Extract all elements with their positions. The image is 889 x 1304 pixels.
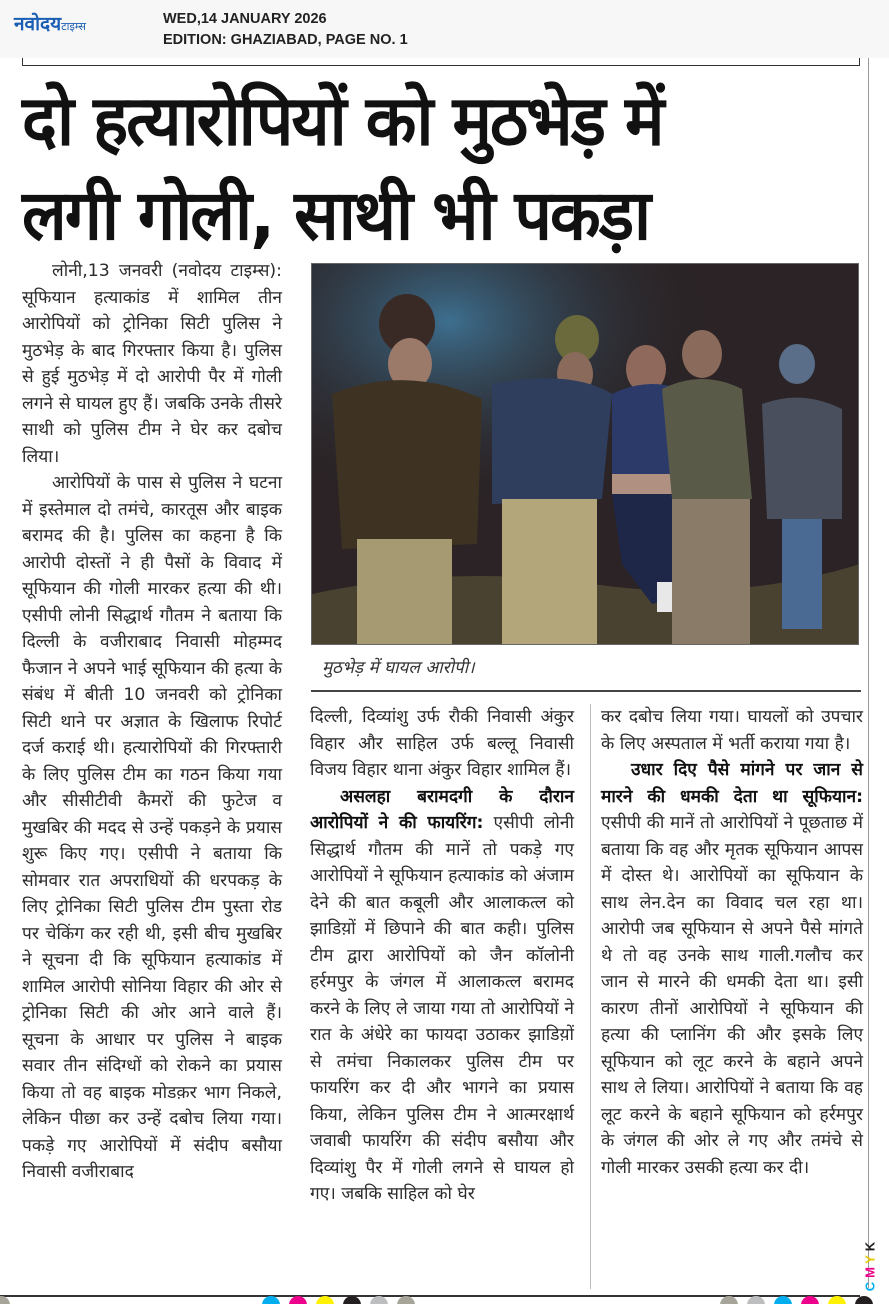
- registration-mark-magenta: [289, 1296, 307, 1304]
- cmyk-m: M: [862, 1267, 878, 1278]
- registration-mark-yellow: [828, 1296, 846, 1304]
- registration-mark-cyan: [774, 1296, 792, 1304]
- photo-caption: मुठभेड़ में घायल आरोपी।: [322, 658, 475, 678]
- registration-mark-black: [855, 1296, 873, 1304]
- article-subsection: [310, 784, 574, 1208]
- article-subsection: [601, 757, 863, 1181]
- cmyk-label: [863, 1235, 885, 1295]
- headline-line-1: दो हत्यारोपियों को मुठभेड़ में: [22, 80, 663, 162]
- registration-mark-gray: [720, 1296, 738, 1304]
- registration-mark-cyan: [262, 1296, 280, 1304]
- page-frame-top: [22, 58, 860, 66]
- registration-mark-magenta: [801, 1296, 819, 1304]
- photo-illustration: [312, 264, 859, 645]
- subsection-text: एसीपी लोनी सिद्धार्थ गौतम की मानें तो पकड़े गए आरोपियों ने सूफियान हत्याकांड को अंजाम देने की बात कबूली और आलाकत्ल को झाडिय़ों में छिपाने की बात कही। पुलिस टीम द्वारा आरोपियों को जैन कॉलोनी हर्रमपुर के जंगल में आलाकत्ल बरामद करने के लिए ले जाया गया तो आरोपियों ने रात के अंधेरे का फायदा उठाकर झाडिय़ों से तमंचा निकालकर पुलिस टीम पर फायरिंग कर दी और भागने का प्रयास किया, लेकिन पुलिस टीम ने आत्मरक्षार्थ जवाबी फायरिंग की संदीप बसौया और दिव्यांशु पैर में गोली लगने से घायल हो गए। जबकि साहिल को घेर: [310, 813, 574, 1204]
- masthead-bar: [0, 0, 889, 58]
- subsection-text: एसीपी की मानें तो आरोपियों ने पूछताछ में बताया कि वह और मृतक सूफियान आपस में दोस्त थे। आरोपियों का सूफियान के साथ लेन.देन का विवाद चल रहा था। आरोपी जब सूफियान से अपने पैसे मांगते थे तो वह उनके साथ गाली.गलौच कर जान से मारने की धमकी देता था। इसी कारण तीनों आरोपियों ने सूफियान की हत्या की प्लानिंग की और इसके लिए सूफियान को लूट करने के बहाने अपने साथ ले लिया। आरोपियों ने बताया कि वह लूट करने के बहाने सूफियान को हर्रमपुर के जंगल की ओर ले गए और तमंचे से गोली मारकर उसकी हत्या कर दी।: [601, 813, 863, 1178]
- article-paragraph: कर दबोच लिया गया। घायलों को उपचार के लिए अस्पताल में भर्ती कराया गया है।: [601, 707, 863, 754]
- subheading: असलहा बरामदगी के दौरान आरोपियों ने की फायरिंग:: [310, 786, 574, 833]
- logo-main-text: नवोदय: [14, 13, 62, 35]
- registration-mark-black: [343, 1296, 361, 1304]
- registration-mark-gray: [747, 1296, 765, 1304]
- cmyk-k: K: [862, 1241, 878, 1252]
- article-headline: [22, 74, 867, 263]
- cmyk-y: Y: [862, 1255, 878, 1264]
- logo-sub-text: टाइम्स: [61, 20, 86, 33]
- article-column-2: [310, 704, 574, 1208]
- article-paragraph: दिल्ली, दिव्यांशु उर्फ रौकी निवासी अंकुर विहार और साहिल उर्फ बल्लू निवासी विजय विहार थाना अंकुर विहार शामिल हैं।: [310, 707, 574, 780]
- page-right-rule: [868, 58, 869, 1288]
- caption-divider: [311, 690, 861, 692]
- article-column-3: [601, 704, 863, 1181]
- edition-page: EDITION: GHAZIABAD, PAGE NO. 1: [163, 32, 408, 48]
- article-paragraph: आरोपियों के पास से पुलिस ने घटना में इस्तेमाल दो तमंचे, कारतूस और बाइक बरामद की है। पुलिस का कहना है कि आरोपी दोस्तों ने ही पैसों के विवाद में सूफियान की गोली मारकर हत्या की थी। एसीपी लोनी सिद्धार्थ गौतम ने बताया कि दिल्ली के वजीराबाद निवासी मोहम्मद फैजान ने अपने भाई सूफियान की हत्या के संबंध में बीती 10 जनवरी को ट्रोनिका सिटी थाने पर अज्ञात के खिलाफ रिपोर्ट दर्ज कराई थी। हत्यारोपियों की गिरफ्तारी के लिए पुलिस टीम का गठन किया गया और सीसीटीवी कैमरों की फुटेज व मुखबिर की मदद से उन्हें पकड़ने के प्रयास शुरू किए गए। एसीपी ने बताया कि सोमवार रात अपराधियों की धरपकड़ के लिए ट्रोनिका सिटी पुलिस टीम पुस्ता रोड पर चेकिंग कर रही थी, इसी बीच मुखबिर ने सूचना दी कि सूफियान हत्याकांड में शामिल आरोपी सोनिया विहार की ओर से ट्रोनिका सिटी की ओर आने वाले हैं। सूचना के आधार पर पुलिस ने बाइक सवार तीन संदिग्धों को रोकने का प्रयास किया तो वह बाइक मोडक़र भाग निकले, लेकिन पीछा कर उन्हें दबोच लिया गया। पकड़े गए आरोपियों में संदीप बसौया निवासी वजीराबाद: [22, 473, 282, 1182]
- article-lead-paragraph: लोनी,13 जनवरी (नवोदय टाइम्स): सूफियान हत्याकांड में शामिल तीन आरोपियों को ट्रोनिका सिटी पुलिस ने मुठभेड़ के बाद गिरफ्तार किया है। पुलिस से हुई मुठभेड़ में दो आरोपी पैर में गोली लगने से घायल हुए हैं। जबकि उनके तीसरे साथी को पुलिस टीम ने घेर कर दबोच लिया।: [22, 261, 282, 467]
- registration-mark-gray: [370, 1296, 388, 1304]
- article-column-1: [22, 258, 282, 1186]
- registration-mark-gray: [397, 1296, 415, 1304]
- registration-mark: [0, 1296, 10, 1304]
- cmyk-c: C: [862, 1281, 878, 1292]
- registration-mark-yellow: [316, 1296, 334, 1304]
- newspaper-logo[interactable]: [14, 10, 86, 36]
- headline-line-2: लगी गोली, साथी भी पकड़ा: [22, 174, 650, 256]
- subheading: उधार दिए पैसे मांगने पर जान से मारने की धमकी देता था सूफियान:: [601, 760, 863, 807]
- issue-date: WED,14 JANUARY 2026: [163, 11, 327, 27]
- edition-info: [163, 9, 408, 51]
- column-divider: [590, 704, 591, 1289]
- news-photo[interactable]: [311, 263, 859, 645]
